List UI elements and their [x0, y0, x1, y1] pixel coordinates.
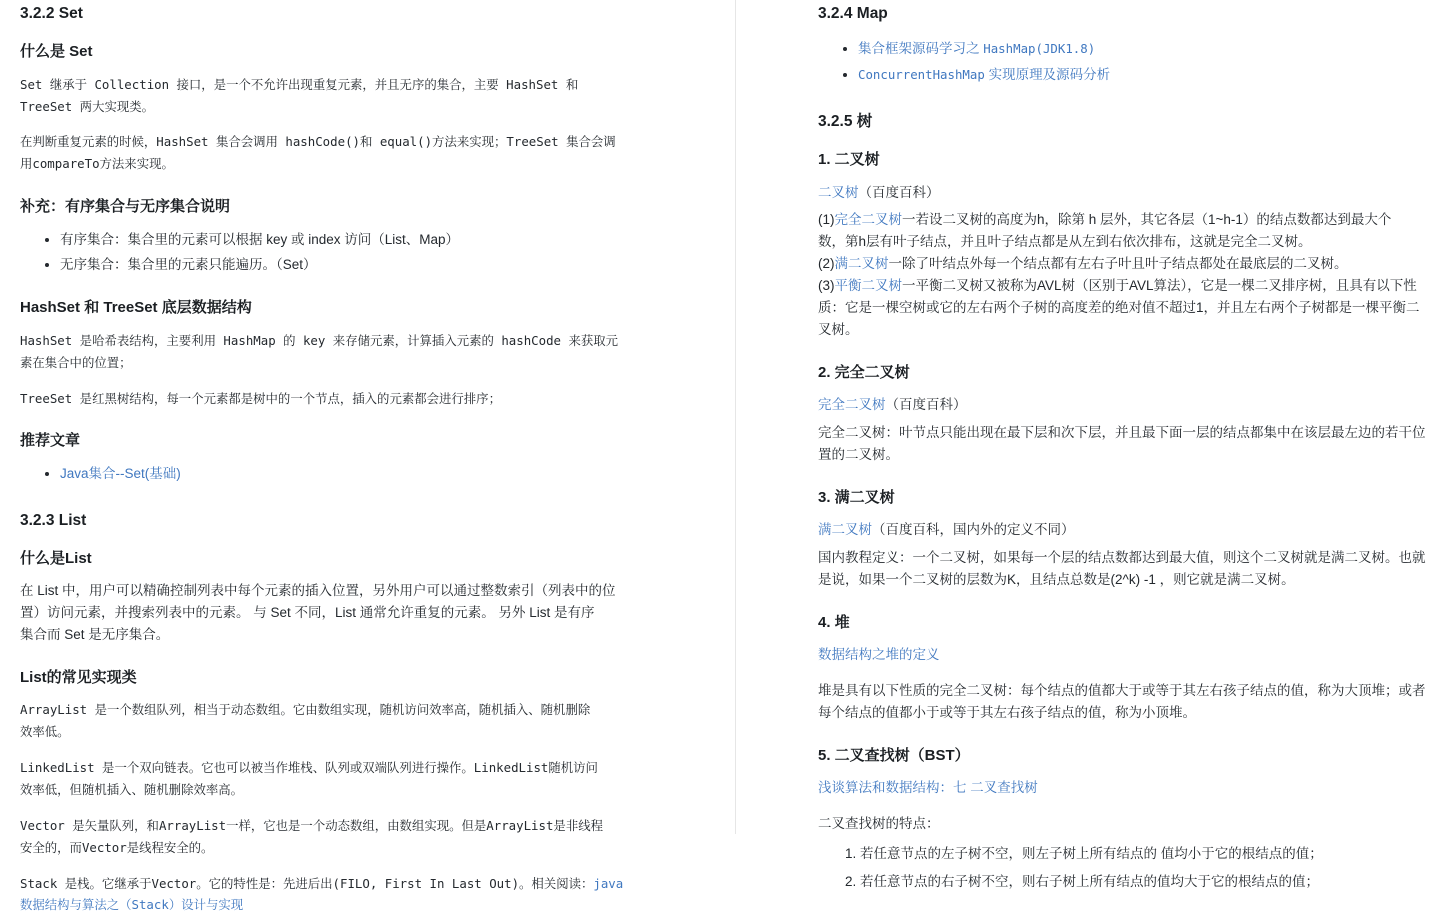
heading-list-implementations: List的常见实现类 — [20, 668, 137, 686]
complete-bt-line1: 完全二叉树：叶节点只能出现在最下层和次下层，并且最下面一层的结点都集中在该层最左边的若干位 — [818, 424, 1426, 440]
heading-list-section: 3.2.3 List — [20, 511, 87, 529]
link-complete-binary-tree-baike[interactable]: 完全二叉树 — [818, 397, 886, 413]
link-hashmap-code: HashMap(JDK1.8) — [983, 41, 1096, 57]
bt-2-text: 一除了叶结点外每一个结点都有左右子叶且叶子结点都处在最底层的二叉树。 — [888, 256, 1348, 272]
bt-type-3 — [818, 275, 1438, 297]
link-java-collection-set[interactable]: Java集合--Set(基础) — [60, 465, 181, 481]
heading-binary-tree: 1. 二叉树 — [818, 151, 880, 168]
heading-bst: 5. 二叉查找树（BST） — [818, 746, 970, 764]
paragraph-stack — [20, 873, 645, 916]
paragraph-set-definition — [20, 74, 645, 118]
link-binary-tree-baike[interactable]: 二叉树 — [818, 184, 859, 200]
heap-line1: 堆是具有以下性质的完全二叉树：每个结点的值都大于或等于其左右孩子结点的值，称为大顶堆；或者 — [818, 683, 1426, 699]
arraylist-line1: ArrayList 是一个数组队列，相当于动态数组。它由数组实现，随机访问效率高，随机插入、随机删除 — [20, 702, 591, 718]
list-item — [858, 38, 1438, 60]
paragraph-bst-intro: 二叉查找树的特点： — [818, 816, 940, 832]
link-heap-definition[interactable]: 数据结构之堆的定义 — [818, 647, 940, 663]
set-dup-line1: 在判断重复元素的时候，HashSet 集合会调用 hashCode()和 equal()方法来实现；TreeSet 集合会调 — [20, 134, 616, 150]
heap-line2: 每个结点的值都小于或等于其左右孩子结点的值，称为小顶堆。 — [818, 704, 1196, 720]
paragraph-treeset — [20, 388, 645, 410]
list-def-line2: 置）访问元素，并搜索列表中的元素。 与 Set 不同，List 通常允许重复的元素。 另外 List 是有序 — [20, 605, 595, 621]
list-recommended-articles — [20, 463, 645, 485]
list-item — [60, 463, 645, 485]
full-bt-line2: 是说，如果一个二叉树的层数为K，且结点总数是(2^k) -1 ，则它就是满二叉树。 — [818, 571, 1295, 587]
link-concurrenthashmap-code: ConcurrentHashMap — [858, 67, 985, 82]
linkedlist-line1: LinkedList 是一个双向链表。它也可以被当作堆栈、队列或双端队列进行操作。LinkedList随机访问 — [20, 760, 598, 776]
paragraph-full-bt-definition — [818, 547, 1438, 591]
heading-complete-binary-tree: 2. 完全二叉树 — [818, 363, 910, 381]
list-item: • 有序集合：集合里的元素可以根据 key 或 index 访问（List、Map） — [60, 229, 645, 251]
paragraph-full-bt-link — [818, 519, 1438, 541]
bt-type-3-cont2: 叉树。 — [818, 321, 859, 337]
hashset-line1: HashSet 是哈希表结构，主要利用 HashMap 的 key 来存储元素，计算插入元素的 hashCode 来获取元 — [20, 332, 619, 348]
link-concurrenthashmap[interactable] — [858, 67, 1110, 82]
heading-set-section: 3.2.2 Set — [20, 5, 83, 22]
stack-line1: Stack 是栈。它继承于Vector。它的特性是：先进后出(FILO, First In Last Out)。相关阅读： — [20, 875, 594, 891]
bt-2-index: (2) — [818, 256, 835, 272]
linkedlist-line2: 效率低，但随机插入、随机删除效率高。 — [20, 782, 244, 798]
paragraph-set-duplicate — [20, 131, 645, 175]
link-hashmap-source[interactable] — [858, 41, 1095, 56]
list-item: 2. 若任意节点的右子树不空，则右子树上所有结点的值均大于它的根结点的值； — [860, 871, 1438, 893]
link-concurrenthashmap-suffix: 实现原理及源码分析 — [984, 67, 1111, 82]
link-full-binary-tree-inline[interactable]: 满二叉树 — [834, 256, 889, 272]
heading-full-binary-tree: 3. 满二叉树 — [818, 488, 895, 506]
link-balanced-binary-tree-inline[interactable]: 平衡二叉树 — [834, 277, 902, 293]
heading-what-is-list: 什么是List — [20, 549, 92, 567]
heading-hashset-treeset-structure: HashSet 和 TreeSet 底层数据结构 — [20, 299, 252, 317]
paragraph-heap-link — [818, 644, 1438, 666]
bt-1-text: 一若设二叉树的高度为h，除第 h 层外，其它各层（1~h-1）的结点数都达到最大个 — [902, 212, 1392, 228]
heading-map-section: 3.2.4 Map — [818, 5, 888, 22]
vector-line2: 安全的，而Vector是线程安全的。 — [20, 839, 214, 855]
bt-3-text: 一平衡二叉树又被称为AVL树（区别于AVL算法），它是一棵二叉排序树，且具有以下性 — [902, 277, 1417, 293]
complete-bt-link-suffix: （百度百科） — [885, 397, 967, 413]
list-bst-features — [818, 843, 1438, 893]
paragraph-complete-bt-link — [818, 394, 1438, 416]
vector-line1: Vector 是矢量队列，和ArrayList一样，它也是一个动态数组，由数组实现。但是ArrayList是非线程 — [20, 817, 603, 833]
hashset-line2: 素在集合中的位置； — [20, 354, 132, 370]
list-item: 1. 若任意节点的左子树不空，则左子树上所有结点的 值均小于它的根结点的值； — [860, 843, 1438, 865]
link-java-stack-part2[interactable]: 数据结构与算法之（Stack）设计与实现 — [20, 897, 244, 913]
link-java-stack-part1[interactable]: java — [593, 875, 624, 891]
full-bt-link-suffix: （百度百科，国内外的定义不同） — [872, 522, 1075, 538]
paragraph-binary-tree-link — [818, 182, 1438, 204]
paragraph-linkedlist — [20, 757, 645, 801]
bt-type-1-cont: 数，第h层有叶子结点，并且叶子结点都是从左到右依次排布，这就是完全二叉树。 — [818, 234, 1312, 250]
bt-type-1 — [818, 209, 1438, 231]
paragraph-bst-link — [818, 777, 1438, 799]
paragraph-hashset — [20, 330, 645, 374]
binary-tree-link-suffix: （百度百科） — [858, 184, 940, 200]
list-item — [858, 64, 1438, 86]
list-supplement — [20, 229, 645, 277]
bt-3-index: (3) — [818, 277, 835, 293]
bt-type-3-cont1: 质：它是一棵空树或它的左右两个子树的高度差的绝对值不超过1，并且左右两个子树都是一棵平衡二 — [818, 299, 1420, 315]
right-column — [736, 0, 1456, 889]
heading-tree-section: 3.2.5 树 — [818, 112, 873, 130]
treeset-line1: TreeSet 是红黑树结构，每一个元素都是树中的一个节点，插入的元素都会进行排序； — [20, 390, 501, 406]
full-bt-line1: 国内教程定义：一个二叉树，如果每一个层的结点数都达到最大值，则这个二叉树就是满二叉树。也就 — [818, 549, 1426, 565]
link-hashmap-prefix: 集合框架源码学习之 — [858, 41, 984, 57]
heading-recommended-articles: 推荐文章 — [20, 432, 81, 450]
bt-type-2 — [818, 253, 1438, 275]
arraylist-line2: 效率低。 — [20, 724, 70, 740]
heading-what-is-set: 什么是 Set — [20, 43, 93, 61]
set-def-line1: Set 继承于 Collection 接口，是一个不允许出现重复元素，并且无序的集合，主要 HashSet 和 — [20, 76, 579, 92]
heading-heap: 4. 堆 — [818, 613, 850, 631]
set-dup-line2: 用compareTo方法来实现。 — [20, 156, 174, 172]
list-def-line1: 在 List 中，用户可以精确控制列表中每个元素的插入位置，另外用户可以通过整数索引（列表中的位 — [20, 583, 616, 599]
paragraph-arraylist — [20, 699, 645, 743]
link-bst-article[interactable]: 浅谈算法和数据结构：七 二叉查找树 — [818, 780, 1038, 796]
list-item: • 无序集合：集合里的元素只能遍历。（Set） — [60, 254, 645, 276]
paragraph-list-definition — [20, 580, 645, 646]
paragraph-heap-definition — [818, 680, 1438, 724]
paragraph-binary-tree-types — [818, 209, 1438, 340]
bt-1-index: (1) — [818, 212, 835, 228]
set-def-line2: TreeSet 两大实现类。 — [20, 98, 155, 114]
complete-bt-line2: 置的二叉树。 — [818, 446, 899, 462]
paragraph-vector — [20, 815, 645, 859]
link-complete-binary-tree-inline[interactable]: 完全二叉树 — [834, 212, 902, 228]
heading-supplement: 补充：有序集合与无序集合说明 — [20, 198, 231, 216]
list-map-links — [818, 38, 1438, 86]
list-def-line3: 集合而 Set 是无序集合。 — [20, 627, 170, 643]
paragraph-complete-bt-definition — [818, 422, 1438, 466]
link-full-binary-tree-baike[interactable]: 满二叉树 — [818, 522, 872, 538]
